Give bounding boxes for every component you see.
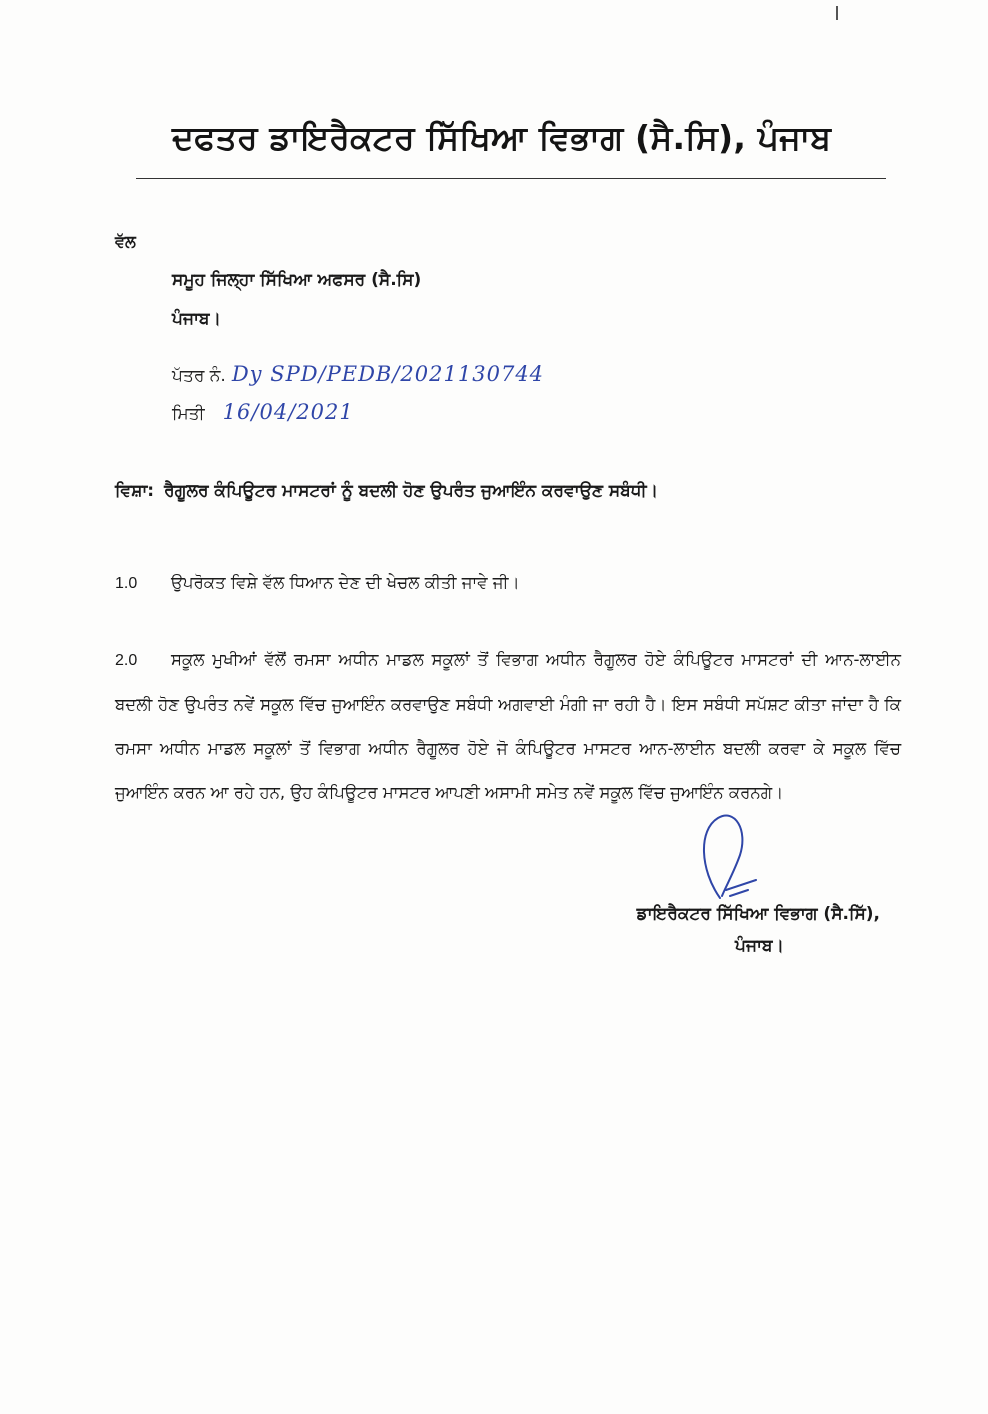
to-label: ਵੱਲ xyxy=(115,232,136,251)
signature-block xyxy=(560,904,880,956)
signatory-designation: ਡਾਇਰੈਕਟਰ ਸਿੱਖਿਆ ਵਿਭਾਗ (ਸੈ.ਸਿੱ), xyxy=(636,904,880,924)
date-line xyxy=(172,400,354,424)
signatory-location: ਪੰਜਾਬ। xyxy=(735,936,784,956)
date-value: 16/04/2021 xyxy=(222,400,354,424)
letter-number-value: Dy SPD/PEDB/2021130744 xyxy=(231,362,545,386)
paragraph-1 xyxy=(115,573,520,593)
subject-line xyxy=(115,481,658,501)
recipient-line-1: ਸਮੂਹ ਜਿਲ੍ਹਾ ਸਿੱਖਿਆ ਅਫਸਰ (ਸੈ.ਸਿ) xyxy=(172,270,422,290)
handwritten-signature xyxy=(690,810,780,905)
scan-artifact xyxy=(836,6,838,20)
paragraph-2-number: 2.0 xyxy=(115,652,138,669)
office-header-title: ਦਫਤਰ ਡਾਇਰੈਕਟਰ ਸਿੱਖਿਆ ਵਿਭਾਗ (ਸੈ.ਸਿ), ਪੰਜਾਬ xyxy=(172,118,832,157)
header-divider xyxy=(136,178,886,179)
letter-number-label: ਪੱਤਰ ਨੰ. xyxy=(172,366,226,386)
paragraph-1-text: ਉਪਰੋਕਤ ਵਿਸ਼ੇ ਵੱਲ ਧਿਆਨ ਦੇਣ ਦੀ ਖੇਚਲ ਕੀਤੀ ਜਾਵੇ ਜੀ। xyxy=(171,573,520,592)
paragraph-2 xyxy=(115,638,901,815)
subject-text: ਰੈਗੂਲਰ ਕੰਪਿਊਟਰ ਮਾਸਟਰਾਂ ਨੂੰ ਬਦਲੀ ਹੋਣ ਉਪਰੰਤ ਜੁਆਇੰਨ ਕਰਵਾਉਣ ਸਬੰਧੀ। xyxy=(164,481,659,501)
recipient-line-2: ਪੰਜਾਬ। xyxy=(172,309,221,329)
date-label: ਮਿਤੀ xyxy=(172,404,205,424)
letter-number-line xyxy=(172,362,544,386)
paragraph-2-text: ਸਕੂਲ ਮੁਖੀਆਂ ਵੱਲੋਂ ਰਮਸਾ ਅਧੀਨ ਮਾਡਲ ਸਕੂਲਾਂ ਤੋਂ ਵਿਭਾਗ ਅਧੀਨ ਰੈਗੂਲਰ ਹੋਏ ਕੰਪਿਊਟਰ ਮਾਸਟਰਾਂ ਦੀ ਆਨ-ਲਾਈਨ ਬਦਲੀ ਹੋਣ ਉਪਰੰਤ ਨਵੇਂ ਸਕੂਲ ਵਿੱਚ ਜੁਆਇੰਨ ਕਰਵਾਉਣ ਸਬੰਧੀ ਅਗਵਾਈ ਮੰਗੀ ਜਾ ਰਹੀ ਹੈ। ਇਸ ਸਬੰਧੀ ਸਪੱਸ਼ਟ ਕੀਤਾ ਜਾਂਦਾ ਹੈ ਕਿ ਰਮਸਾ ਅਧੀਨ ਮਾਡਲ ਸਕੂਲਾਂ ਤੋਂ ਵਿਭਾਗ ਅਧੀਨ ਰੈਗੂਲਰ ਹੋਏ ਜੋ ਕੰਪਿਊਟਰ ਮਾਸਟਰ ਆਨ-ਲਾਈਨ ਬਦਲੀ ਕਰਵਾ ਕੇ ਸਕੂਲ ਵਿੱਚ ਜੁਆਇੰਨ ਕਰਨ ਆ ਰਹੇ ਹਨ, ਉਹ ਕੰਪਿਊਟਰ ਮਾਸਟਰ ਆਪਣੀ ਅਸਾਮੀ ਸਮੇਤ ਨਵੇਂ ਸਕੂਲ ਵਿੱਚ ਜੁਆਇੰਨ ਕਰਨਗੇ। xyxy=(115,650,901,802)
subject-label: ਵਿਸ਼ਾ: xyxy=(115,481,155,501)
paragraph-1-number: 1.0 xyxy=(115,575,138,592)
